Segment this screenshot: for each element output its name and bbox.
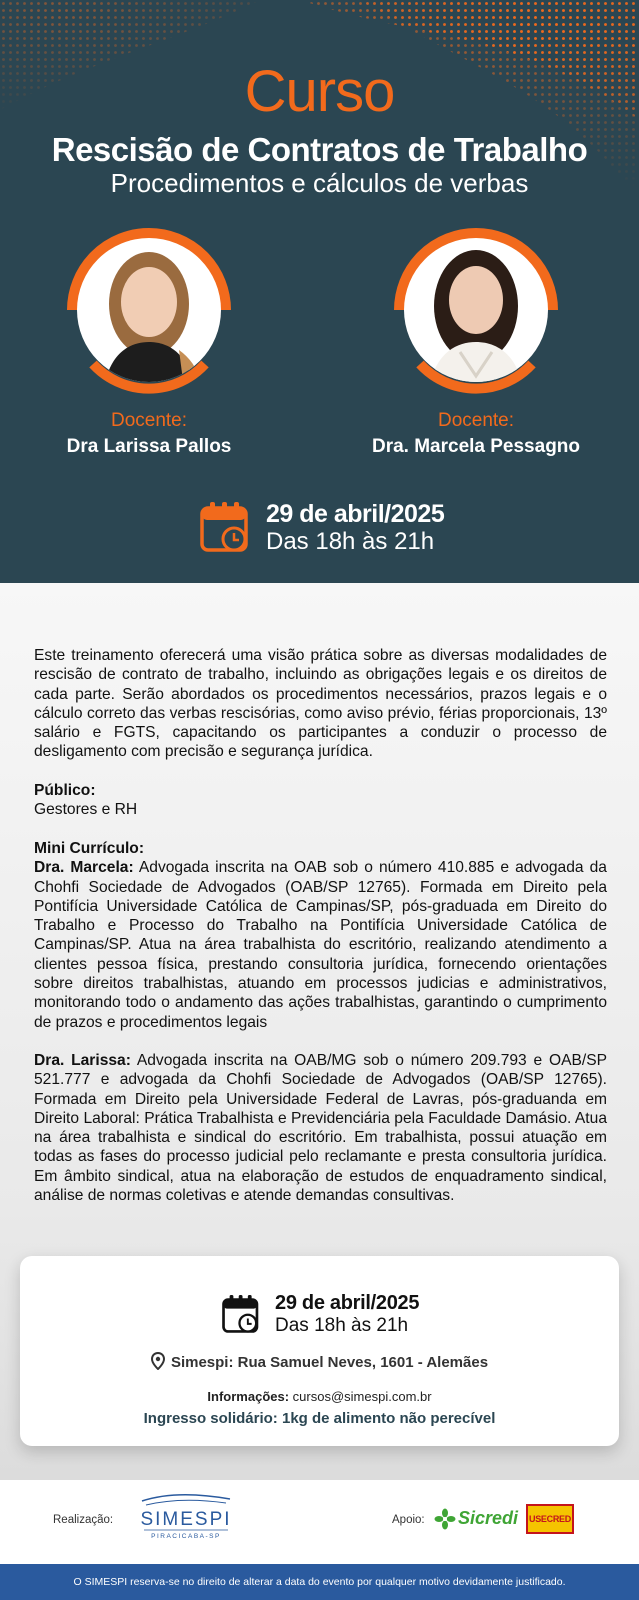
contact-label: Informações: — [207, 1389, 290, 1404]
course-details — [0, 583, 639, 1480]
card-event-date: 29 de abril/2025 — [275, 1292, 420, 1314]
curriculum-marcela — [34, 858, 607, 1032]
curriculum-section — [34, 839, 607, 1032]
curriculum-label: Mini Currículo: — [34, 840, 145, 857]
event-location-text: Simespi: Rua Samuel Neves, 1601 - Alemães — [170, 1354, 489, 1371]
event-info-card — [20, 1256, 619, 1446]
curriculum-larissa-text: Advogada inscrita na OAB/MG sob o número 209.793 e OAB/SP 521.777 e advogada da Chohfi Sociedade de Advogados (OAB/SP 12765). Formada em Direito pela Universidade Federal de Lavras, pós-graduanda em Direito Laboral: Prática Trabalhista e Previdenciária pela Faculdade Damásio. Atua na área trabalhista e sindical do escritório. Em trabalhista, possui atuação em todas as fases do processo judicial pelo reclamante e presta consultoria jurídica. Em âmbito sindical, atua na elaboração de estudos de enquadramento sindical, análise de normas coletivas e atende demandas consultivas. — [34, 1052, 608, 1205]
teacher-card-larissa — [24, 224, 274, 458]
event-datetime — [200, 498, 500, 558]
support-label: Apoio: — [392, 1514, 425, 1526]
disclaimer-bar: O SIMESPI reserva-se no direito de alterar a data do evento por qualquer motivo devidamente justificado. — [0, 1564, 639, 1600]
public-label: Público: — [34, 782, 96, 799]
teacher-name: Dra Larissa Pallos — [66, 436, 232, 457]
curriculum-larissa — [34, 1051, 607, 1205]
sponsors-footer — [0, 1480, 639, 1564]
simespi-city: PIRACICABA-SP — [151, 1533, 221, 1540]
course-title: Rescisão de Contratos de Trabalho — [51, 131, 588, 168]
hero-banner — [0, 0, 639, 583]
simespi-logo — [136, 1492, 236, 1542]
contact-email[interactable]: cursos@simespi.com.br — [289, 1389, 432, 1404]
calendar-clock-icon — [222, 1293, 260, 1335]
sicredi-flower-icon — [434, 1508, 456, 1530]
usecred-wordmark: USECRED — [529, 1514, 571, 1524]
sicredi-logo — [434, 1508, 518, 1532]
course-tagline: Procedimentos e cálculos de verbas — [110, 168, 529, 198]
event-location — [20, 1352, 619, 1371]
organizer-label: Realização: — [53, 1514, 114, 1526]
event-date: 29 de abril/2025 — [266, 500, 445, 528]
teacher-name: Dra. Marcela Pessagno — [371, 436, 581, 457]
teacher-role: Docente: — [110, 410, 188, 431]
teacher-card-marcela — [351, 224, 601, 458]
card-event-time: Das 18h às 21h — [275, 1315, 409, 1336]
location-pin-icon — [151, 1352, 165, 1370]
public-section — [34, 781, 607, 820]
event-time: Das 18h às 21h — [266, 528, 435, 555]
simespi-wordmark: SIMESPI — [140, 1509, 232, 1530]
course-label: Curso — [244, 59, 395, 124]
public-value: Gestores e RH — [34, 801, 138, 819]
curriculum-larissa-label: Dra. Larissa: — [34, 1052, 131, 1069]
course-description: Este treinamento oferecerá uma visão prática sobre as diversas modalidades de rescisão de contrato de trabalho, incluindo as obrigações legais e os direitos de cada parte. Serão abordados os procedimentos necessários, prazos legais e o cálculo correto das verbas rescisórias, como aviso prévio, férias proporcionais, 13º salário e FGTS, capacitando os participantes a conduzir o processo de desligamento com precisão e segurança jurídica. — [34, 647, 607, 761]
usecred-logo — [526, 1504, 574, 1534]
curriculum-marcela-text: Advogada inscrita na OAB sob o número 410.885 e advogada da Chohfi Sociedade de Advogados (OAB/SP 12765). Formada em Direito pela Pontifícia Universidade Católica de Campinas/SP, pós-graduada em Direito do Trabalho e Processo do Trabalho na Pontifícia Universidade Católica de Campinas/SP. Atua na área trabalhista do escritório, realizando atendimento a clientes pessoa física, prestando consultoria jurídica, fornecendo orientações sobre direitos trabalhistas, atuando em processos judicias e administrativos, monitorando todo o andamento das ações trabalhistas, garantindo o cumprimento de prazos e procedimentos legais — [34, 859, 607, 1031]
teacher-role: Docente: — [437, 410, 515, 431]
sicredi-wordmark: Sicredi — [458, 1508, 519, 1528]
contact-info — [20, 1389, 619, 1404]
teacher-photo-marcela — [390, 224, 562, 396]
admission-info: Ingresso solidário: 1kg de alimento não perecível — [143, 1410, 496, 1427]
curriculum-marcela-label: Dra. Marcela: — [34, 859, 134, 877]
teacher-photo-larissa — [63, 224, 235, 396]
calendar-clock-icon — [200, 500, 250, 554]
